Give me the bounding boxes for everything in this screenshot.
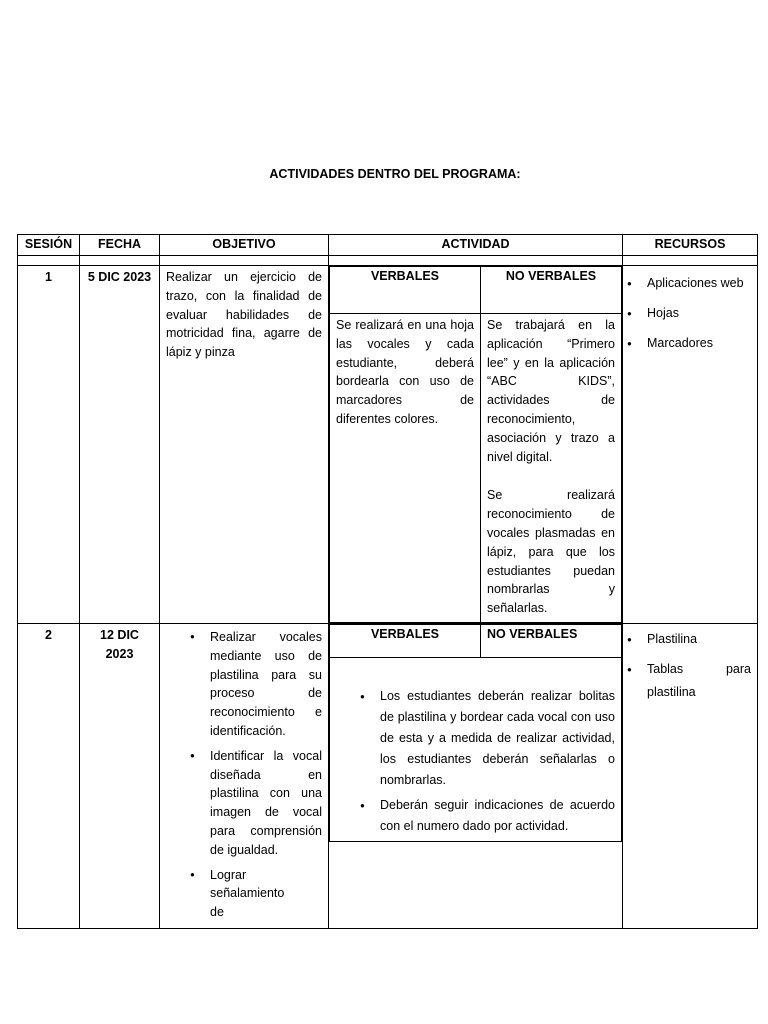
row-2-sesion [18,624,80,929]
list-item: ● Realizar vocales mediante uso de plastilina para su proceso de reconocimiento e identificación. [186,628,322,741]
verbales-label: VERBALES [370,269,440,283]
table-row [18,624,758,929]
row-1-fecha [80,266,160,624]
list-item: ● Lograr señalamiento de [186,866,322,922]
row-1-sesion [18,266,80,624]
fecha-value: 5 DIC 2023 [87,270,152,284]
list-item: ● Aplicaciones web [623,272,751,295]
row-1-objetivo [160,266,329,624]
no-verbales-text: Se realizará reconocimiento de vocales plasmadas en lápiz, para que los estudiantes puedan nombrarlas y señalarlas. [487,488,615,616]
recursos-list [623,626,757,704]
table-header-row [18,235,758,256]
header-fecha: FECHA [80,235,160,256]
list-item: ● Plastilina [623,628,751,651]
objetivo-text: Realizar un ejercicio de trazo, con la finalidad de evaluar habilidades de motricidad fina, agarre de lápiz y pinza [166,270,322,360]
list-item: ● Deberán seguir indicaciones de acuerdo con el numero dado por actividad. [356,795,615,837]
sesion-number: 1 [45,270,52,284]
no-verbales-label: NO VERBALES [505,269,597,283]
header-sesion: SESIÓN [18,235,80,256]
list-item: ● Marcadores [623,332,751,355]
recursos-list [623,270,757,355]
spacer-row [18,256,758,266]
table-row [18,266,758,624]
row-1-actividad [329,266,623,624]
list-item: ● Tablas para plastilina [623,658,751,704]
actividad-subtable [329,266,622,623]
verbales-label: VERBALES [370,627,440,641]
list-item: ● Identificar la vocal diseñada en plastilina con una imagen de vocal para comprensión de igualdad. [186,747,322,860]
actividad-subtable [329,624,622,842]
fecha-value: 12 DIC 2023 [100,628,139,661]
row-2-fecha [80,624,160,929]
objetivo-list [160,626,328,922]
verbales-text: Se realizará en una hoja las vocales y cada estudiante, deberá bordearla con uso de marcadores de diferentes colores. [336,318,474,426]
activities-table [17,234,758,929]
list-item: ● Los estudiantes deberán realizar bolitas de plastilina y bordear cada vocal con uso de esta y a medida de realizar actividad, los estudiantes deberán señalarlas o nombrarlas. [356,686,615,791]
row-2-recursos [623,624,758,929]
row-2-actividad [329,624,623,929]
page-title: ACTIVIDADES DENTRO DEL PROGRAMA: [269,167,521,181]
no-verbales-text: Se trabajará en la aplicación “Primero lee” y en la aplicación “ABC KIDS”, actividades de reconocimiento, asociación y trazo a nivel digital. [487,318,615,464]
no-verbales-label: NO VERBALES [487,627,578,641]
header-actividad: ACTIVIDAD [329,235,623,256]
actividad-list [330,658,621,837]
header-objetivo: OBJETIVO [160,235,329,256]
row-1-recursos [623,266,758,624]
header-recursos: RECURSOS [623,235,758,256]
list-item: ● Hojas [623,302,751,325]
row-2-objetivo [160,624,329,929]
sesion-number: 2 [45,628,52,642]
